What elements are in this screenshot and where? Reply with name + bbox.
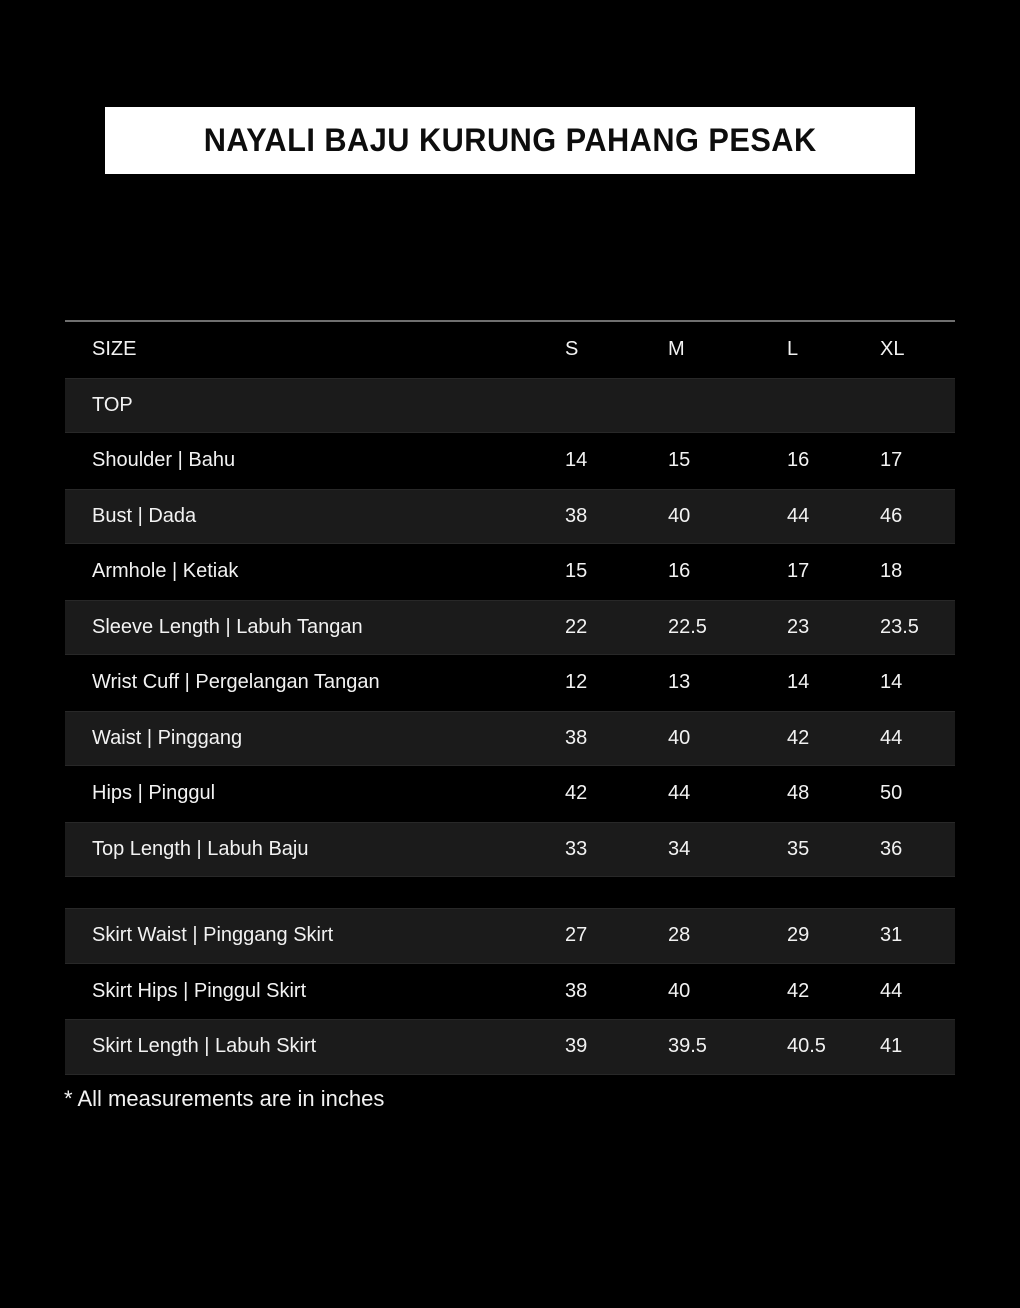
measurement-label: Waist | Pinggang <box>92 726 243 749</box>
measurement-value: 34 <box>668 837 691 860</box>
measurement-row <box>65 964 955 1020</box>
measurement-value: 39.5 <box>668 1035 707 1058</box>
measurement-value: 28 <box>668 924 691 947</box>
measurement-value: 42 <box>787 979 810 1002</box>
measurements-footnote: * All measurements are in inches <box>64 1086 385 1111</box>
measurement-label: Skirt Waist | Pinggang Skirt <box>92 924 334 947</box>
measurement-row <box>65 600 955 656</box>
measurement-value: 44 <box>880 726 903 749</box>
size-column-m: M <box>668 338 685 361</box>
measurement-value: 46 <box>880 504 903 527</box>
measurement-row <box>65 1019 955 1075</box>
measurement-label: Bust | Dada <box>92 504 197 527</box>
top-section-rows <box>65 433 955 877</box>
measurement-row <box>65 655 955 711</box>
measurement-label: Skirt Length | Labuh Skirt <box>92 1035 317 1058</box>
measurement-value: 42 <box>565 782 588 805</box>
measurement-value: 14 <box>565 449 588 472</box>
measurement-value: 38 <box>565 979 588 1002</box>
measurement-row <box>65 711 955 767</box>
measurement-value: 48 <box>787 782 810 805</box>
measurement-value: 38 <box>565 726 588 749</box>
measurement-value: 15 <box>668 449 691 472</box>
size-column-l: L <box>787 338 799 361</box>
top-section-heading-row <box>65 378 955 434</box>
measurement-label: Armhole | Ketiak <box>92 560 239 583</box>
measurement-value: 18 <box>880 560 903 583</box>
measurement-value: 35 <box>787 837 810 860</box>
measurement-value: 17 <box>880 449 903 472</box>
size-column-xl: XL <box>880 338 905 361</box>
size-column-s: S <box>565 338 579 361</box>
measurement-label: Shoulder | Bahu <box>92 449 236 472</box>
measurement-value: 44 <box>787 504 810 527</box>
measurement-label: Hips | Pinggul <box>92 782 216 805</box>
measurement-row <box>65 766 955 822</box>
size-chart <box>65 320 955 1075</box>
measurement-value: 41 <box>880 1035 903 1058</box>
measurement-value: 33 <box>565 837 588 860</box>
measurement-value: 12 <box>565 671 588 694</box>
measurement-value: 14 <box>880 671 903 694</box>
measurement-value: 23 <box>787 615 810 638</box>
measurement-value: 16 <box>787 449 810 472</box>
measurement-value: 23.5 <box>880 615 919 638</box>
measurement-value: 44 <box>668 782 691 805</box>
measurement-value: 44 <box>880 979 903 1002</box>
measurement-value: 40.5 <box>787 1035 826 1058</box>
measurement-value: 40 <box>668 726 691 749</box>
measurement-value: 15 <box>565 560 588 583</box>
measurement-value: 36 <box>880 837 903 860</box>
measurement-value: 40 <box>668 979 691 1002</box>
measurement-row <box>65 908 955 964</box>
title-banner <box>105 107 915 174</box>
measurement-row <box>65 544 955 600</box>
measurement-value: 17 <box>787 560 810 583</box>
top-section-heading: TOP <box>92 393 133 416</box>
measurement-value: 13 <box>668 671 691 694</box>
size-header-label: SIZE <box>92 338 137 361</box>
measurement-value: 22.5 <box>668 615 707 638</box>
measurement-label: Wrist Cuff | Pergelangan Tangan <box>92 671 380 694</box>
measurement-value: 16 <box>668 560 691 583</box>
measurement-row <box>65 489 955 545</box>
section-gap <box>65 877 955 908</box>
measurement-label: Top Length | Labuh Baju <box>92 837 309 860</box>
measurement-row <box>65 822 955 878</box>
measurement-label: Skirt Hips | Pinggul Skirt <box>92 979 307 1002</box>
measurement-value: 42 <box>787 726 810 749</box>
measurement-value: 50 <box>880 782 903 805</box>
measurement-value: 40 <box>668 504 691 527</box>
page-title: NAYALI BAJU KURUNG PAHANG PESAK <box>203 122 817 158</box>
measurement-value: 22 <box>565 615 588 638</box>
measurement-value: 29 <box>787 924 810 947</box>
measurement-value: 38 <box>565 504 588 527</box>
measurement-value: 14 <box>787 671 810 694</box>
skirt-section-rows <box>65 908 955 1075</box>
measurement-label: Sleeve Length | Labuh Tangan <box>92 615 363 638</box>
measurement-value: 27 <box>565 924 588 947</box>
measurement-row <box>65 433 955 489</box>
measurement-value: 39 <box>565 1035 588 1058</box>
size-header-row <box>65 322 955 378</box>
measurement-value: 31 <box>880 924 903 947</box>
